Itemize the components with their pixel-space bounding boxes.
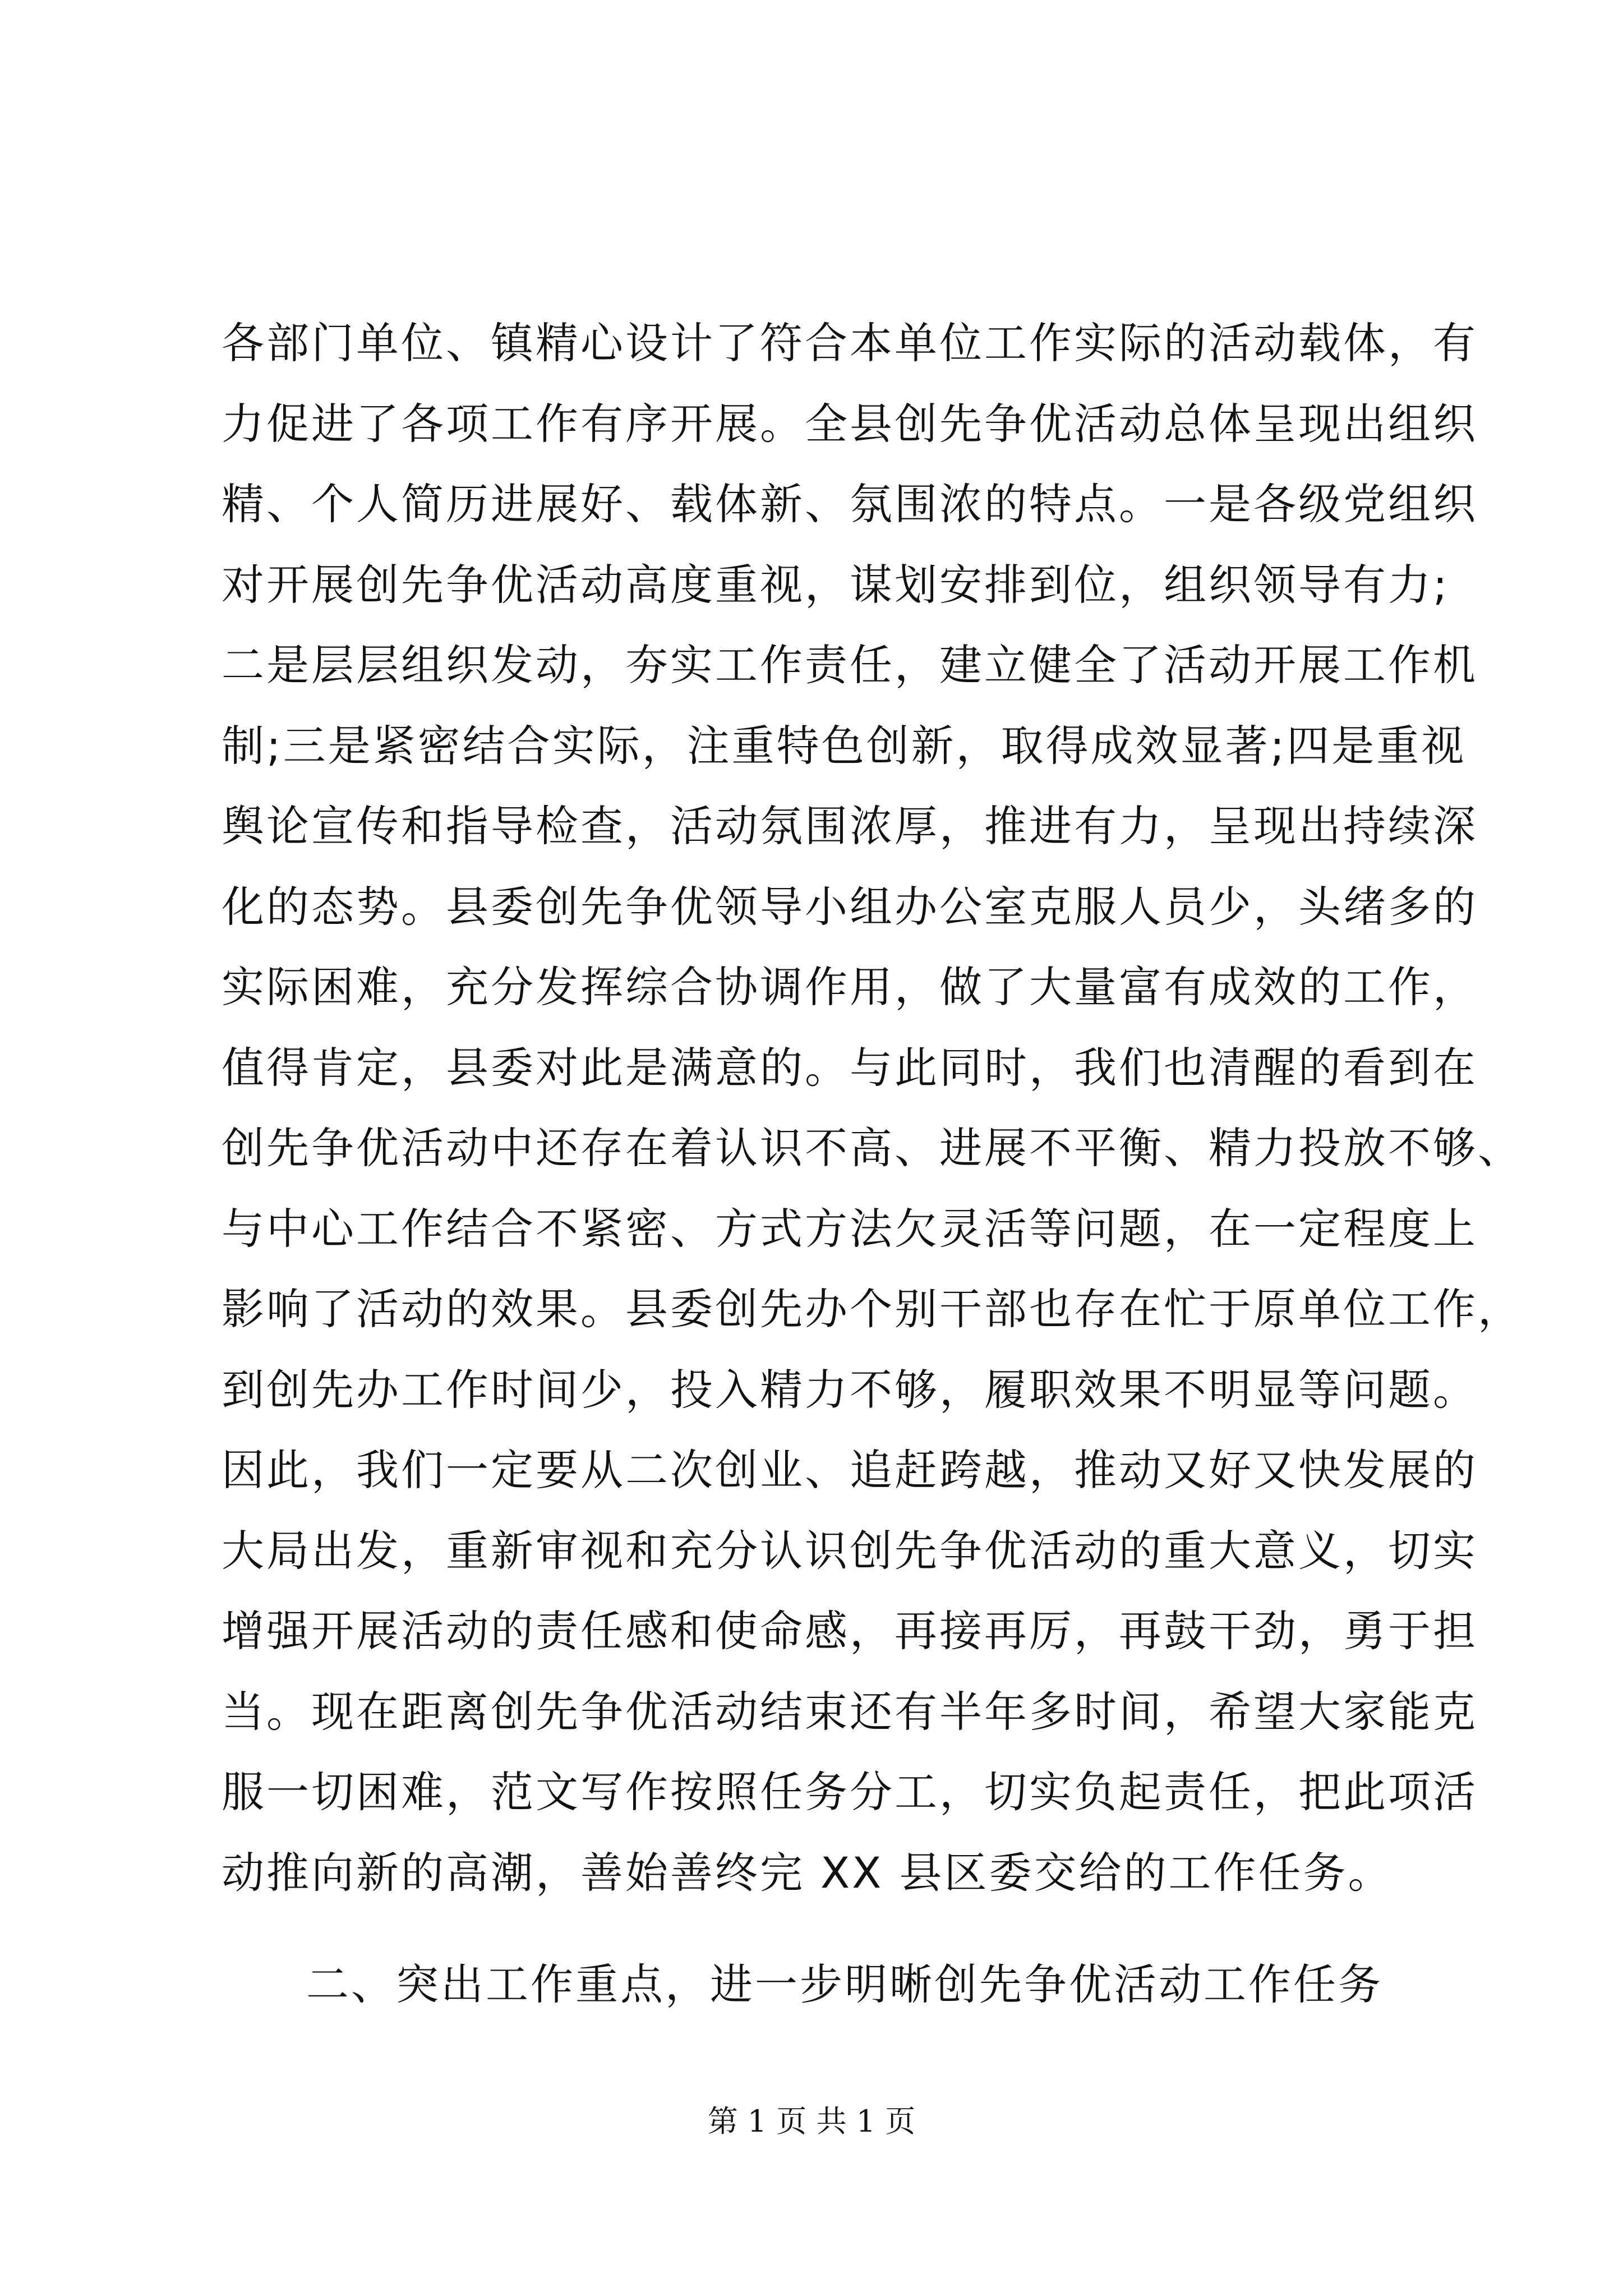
paragraph-line: 与中心工作结合不紧密、方式方法欠灵活等问题，在一定程度上: [222, 1203, 1478, 1254]
paragraph-line: 化的态势。县委创先争优领导小组办公室克服人员少，头绪多的: [222, 881, 1478, 932]
paragraph-line: 二是层层组织发动，夯实工作责任，建立健全了活动开展工作机: [222, 640, 1478, 690]
paragraph-line: 制;三是紧密结合实际，注重特色创新，取得成效显著;四是重视: [222, 720, 1467, 771]
body-paragraph: [222, 303, 1523, 1913]
paragraph-line: 当。现在距离创先争优活动结束还有半年多时间，希望大家能克: [222, 1686, 1478, 1737]
section-heading: 二、突出工作重点，进一步明晰创先争优活动工作任务: [306, 1959, 1383, 2009]
paragraph-line: 到创先办工作时间少，投入精力不够，履职效果不明显等问题。: [222, 1364, 1478, 1415]
paragraph-line: 动推向新的高潮，善始善终完 XX 县区委交给的工作任务。: [222, 1847, 1393, 1898]
paragraph-line: 大局出发，重新审视和充分认识创先争优活动的重大意义，切实: [222, 1525, 1478, 1576]
paragraph-line: 力促进了各项工作有序开展。全县创先争优活动总体呈现出组织: [222, 398, 1478, 449]
paragraph-line: 舆论宣传和指导检查，活动氛围浓厚，推进有力，呈现出持续深: [222, 801, 1478, 851]
paragraph-line: 值得肯定，县委对此是满意的。与此同时，我们也清醒的看到在: [222, 1042, 1478, 1093]
paragraph-line: 服一切困难，范文写作按照任务分工，切实负起责任，把此项活: [222, 1767, 1478, 1817]
paragraph-line: 影响了活动的效果。县委创先办个别干部也存在忙于原单位工作，: [222, 1284, 1523, 1334]
paragraph-line: 因此，我们一定要从二次创业、追赶跨越，推动又好又快发展的: [222, 1445, 1478, 1495]
paragraph-line: 创先争优活动中还存在着认识不高、进展不平衡、精力投放不够、: [222, 1123, 1523, 1173]
paragraph-line: 实际困难，充分发挥综合协调作用，做了大量富有成效的工作，: [222, 962, 1478, 1012]
page-number-footer: 第 1 页 共 1 页: [707, 2104, 916, 2139]
paragraph-line: 对开展创先争优活动高度重视，谋划安排到位，组织领导有力;: [222, 559, 1450, 610]
paragraph-line: 增强开展活动的责任感和使命感，再接再厉，再鼓干劲，勇于担: [222, 1606, 1478, 1656]
paragraph-line: 精、个人简历进展好、载体新、氛围浓的特点。一是各级党组织: [222, 479, 1478, 529]
paragraph-line: 各部门单位、镇精心设计了符合本单位工作实际的活动载体，有: [222, 318, 1478, 368]
